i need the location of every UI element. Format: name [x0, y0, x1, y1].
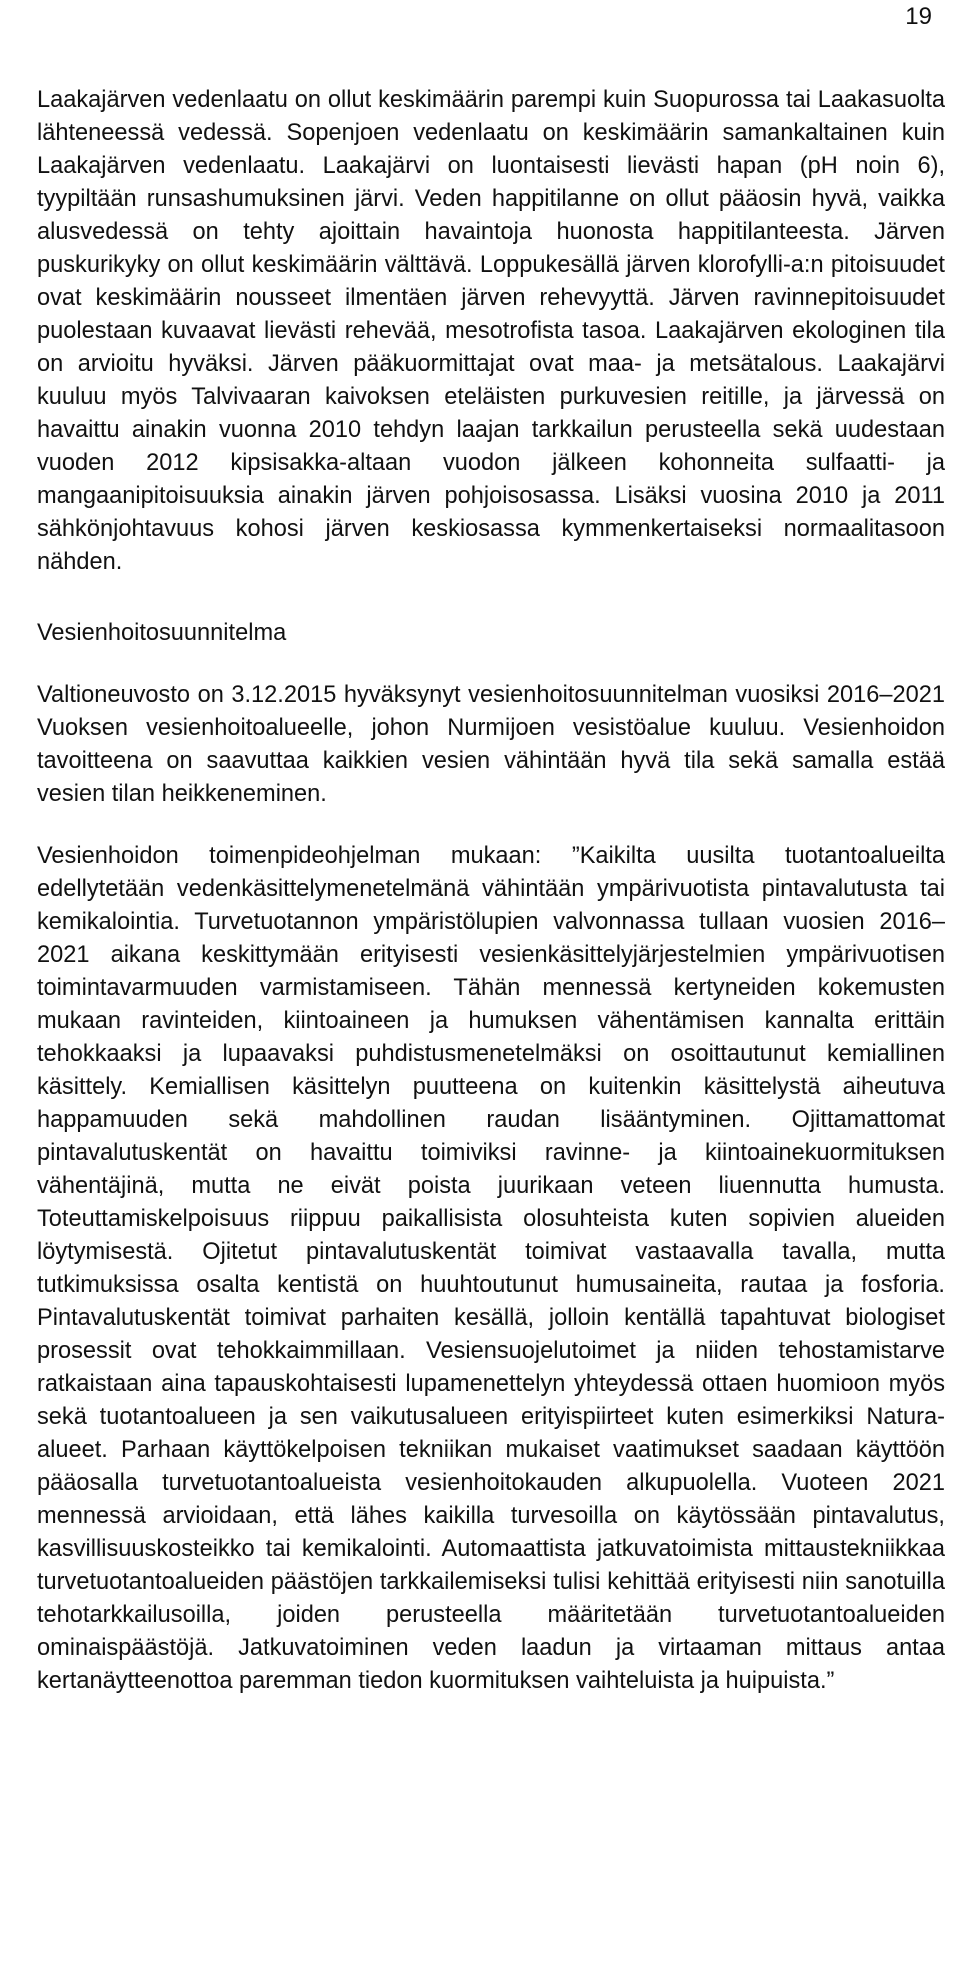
paragraph-laakajarvi-water-quality: Laakajärven vedenlaatu on ollut keskimäärin parempi kuin Suopurossa tai Laakasuolta lähteneessä vedessä. Sopenjoen vedenlaatu on keskimäärin samankaltainen kuin Laakajärven vedenlaatu. Laakajärvi on luontaisesti lievästi hapan (pH noin 6), tyypiltään runsashumuksinen järvi. Veden happitilanne on ollut pääosin hyvä, vaikka alusvedessä on tehty ajoittain havaintoja huonosta happitilanteesta. Järven puskurikyky on ollut keskimäärin välttävä. Loppukesällä järven klorofylli-a:n pitoisuudet ovat keskimäärin nousseet ilmentäen järven rehevyyttä. Järven ravinnepitoisuudet puolestaan kuvaavat lievästi rehevää, mesotrofista tasoa. Laakajärven ekologinen tila on arvioitu hyväksi. Järven pääkuormittajat ovat maa- ja metsätalous. Laakajärvi kuuluu myös Talvivaaran kaivoksen eteläisten purkuvesien reitille, ja järvessä on havaittu ainakin vuonna 2010 tehdyn laajan tarkkailun perusteella sekä uudestaan vuoden 2012 kipsisakka-altaan vuodon jälkeen kohonneita sulfaatti- ja mangaanipitoisuuksia ainakin järven pohjoisosassa. Lisäksi vuosina 2010 ja 2011 sähkönjohtavuus kohosi järven keskiosassa kymmenkertaiseksi normaalitasoon nähden. — [37, 87, 945, 575]
document-body — [37, 84, 945, 1698]
paragraph-management-plan: Valtioneuvosto on 3.12.2015 hyväksynyt vesienhoitosuunnitelman vuosiksi 2016–2021 Vuoksen vesienhoitoalueelle, johon Nurmijoen vesistöalue kuuluu. Vesienhoidon tavoitteena on saavuttaa kaikkien vesien vähintään hyvä tila sekä samalla estää vesien tilan heikkeneminen. — [37, 682, 945, 807]
section-heading-vesienhoitosuunnitelma: Vesienhoitosuunnitelma — [37, 620, 287, 646]
page-number: 19 — [905, 3, 932, 30]
paragraph-action-programme-quote: Vesienhoidon toimenpideohjelman mukaan: ”Kaikilta uusilta tuotantoalueilta edellytetään vedenkäsittelymenetelmänä vähintään ympärivuotista pintavalutusta tai kemikalointia. Turvetuotannon ympäristölupien valvonnassa tullaan vuosien 2016–2021 aikana keskittymään erityisesti vesienkäsittelyjärjestelmien ympärivuotisen toimintavarmuuden varmistamiseen. Tähän mennessä kertyneiden kokemusten mukaan ravinteiden, kiintoaineen ja humuksen vähentämisen kannalta erittäin tehokkaaksi ja lupaavaksi puhdistusmenetelmäksi on osoittautunut kemiallinen käsittely. Kemiallisen käsittelyn puutteena on kuitenkin käsittelystä aiheutuva happamuuden sekä mahdollinen raudan lisääntyminen. Ojittamattomat pintavalutuskentät on havaittu toimiviksi ravinne- ja kiintoainekuormituksen vähentäjinä, mutta ne eivät poista juurikaan veteen liuennutta humusta. Toteuttamiskelpoisuus riippuu paikallisista olosuhteista kuten sopivien alueiden löytymisestä. Ojitetut pintavalutuskentät toimivat vastaavalla tavalla, mutta tutkimuksissa osalta kentistä on huuhtoutunut humusaineita, rautaa ja fosforia. Pintavalutuskentät toimivat parhaiten kesällä, jolloin kentällä tapahtuvat biologiset prosessit ovat tehokkaimmillaan. Vesiensuojelutoimet ja niiden tehostamistarve ratkaistaan aina tapauskohtaisesti lupamenettelyn yhteydessä ottaen huomioon myös sekä tuotantoalueen ja sen vaikutusalueen erityispiirteet kuten esimerkiksi Natura-alueet. Parhaan käyttökelpoisen tekniikan mukaiset vaatimukset saadaan käyttöön pääosalla turvetuotantoalueista vesienhoitokauden alkupuolella. Vuoteen 2021 mennessä arvioidaan, että lähes kaikilla turvesoilla on käytössään pintavalutus, kasvillisuuskosteikko tai kemikalointi. Automaattista jatkuvatoimista mittaustekniikkaa turvetuotantoalueiden päästöjen tarkkailemiseksi tulisi kehittää erityisesti niin sanotuilla tehotarkkailusoilla, joiden perusteella määritetään turvetuotantoalueiden ominaispäästöjä. Jatkuvatoiminen veden laadun ja virtaaman mittaus antaa kertanäytteenottoa paremman tiedon kuormituksen vaihteluista ja huipuista.” — [37, 843, 945, 1694]
